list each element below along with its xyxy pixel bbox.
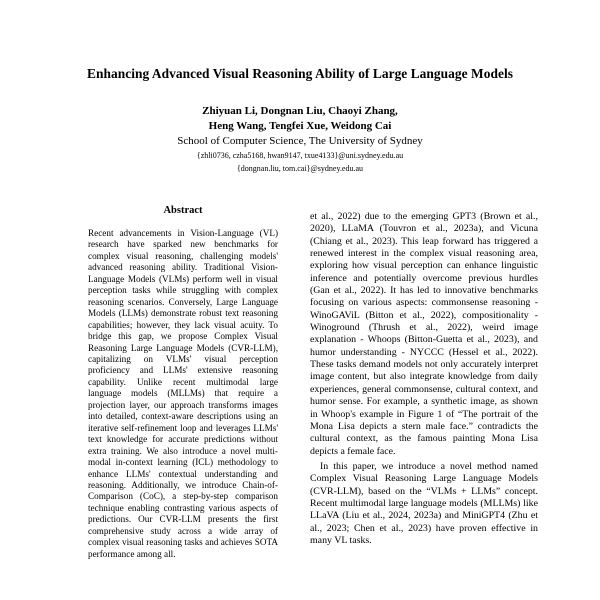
body-paragraph-1: et al., 2022) due to the emerging GPT3 (Brown et al., 2020), LLaMA (Touvron et al., 2023a), and Vicuna (Chiang et al., 2023). This leap forward has triggered a renewed interest in the complex visual reasoning area, exploring how visual perception can enhance linguistic inference and potentially overcome previous hurdles (Gan et al., 2022). It has led to innovative benchmarks focusing on various aspects: commonsense reasoning - WinoGAViL (Bitton et al., 2022), compositionality - Winoground (Thrush et al., 2022), weird image explanation - Whoops (Bitton-Guetta et al., 2023), and humor understanding - NYCCC (Hessel et al., 2022). These tasks demand models not only accurately interpret image content, but also integrate knowledge from daily experiences, general commonsense, cultural context, and humor sense. For example, a synthetic image, as shown in Whoop's example in Figure 1 of “The portrait of the Mona Lisa depicts a stern male face.” contradicts the cultural context, as the famous painting Mona Lisa depicts a female face. xyxy=(310,211,538,457)
left-column xyxy=(88,204,278,560)
affiliation: School of Computer Science, The University of Sydney xyxy=(177,135,423,147)
authors-line-2: Heng Wang, Tengfei Xue, Weidong Cai xyxy=(208,120,392,132)
abstract-heading: Abstract xyxy=(163,205,203,216)
abstract-paragraph: Recent advancements in Vision-Language (VL) research have sparked new benchmarks for complex visual reasoning, challenging models' advanced reasoning ability. Traditional Vision-Language Models (VLMs) perform well in visual perception tasks while struggling with complex reasoning scenarios. Conversely, Large Language Models (LLMs) demonstrate robust text reasoning capabilities; however, they lack visual acuity. To bridge this gap, we propose Complex Visual Reasoning Large Language Models (CVR-LLM), capitalizing on VLMs' visual perception proficiency and LLMs' extensive reasoning capability. Unlike recent multimodal large language models (MLLMs) that require a projection layer, our approach transforms images into detailed, context-aware descriptions using an iterative self-refinement loop and leverages LLMs' text knowledge for accurate predictions without extra training. We also introduce a novel multi-modal in-context learning (ICL) methodology to enhance LLMs' contextual understanding and reasoning. Additionally, we introduce Chain-of-Comparison (CoC), a step-by-step comparison technique enabling contrasting various aspects of predictions. Our CVR-LLM presents the first comprehensive study across a wide array of complex visual reasoning tasks and achieves SOTA performance among all. xyxy=(88,228,278,559)
body-text xyxy=(310,211,538,547)
abstract-body xyxy=(88,228,278,560)
email-line-1: {zhli0736, czha5168, hwan9147, txue4133}@uni.sydney.edu.au xyxy=(196,151,404,160)
email-line-2: {dongnan.liu, tom.cai}@sydney.edu.au xyxy=(236,164,364,173)
right-column xyxy=(310,211,538,547)
author-block xyxy=(0,104,600,175)
paper-title: Enhancing Advanced Visual Reasoning Ability of Large Language Models xyxy=(86,66,514,81)
authors-line-1: Zhiyuan Li, Dongnan Liu, Chaoyi Zhang, xyxy=(202,105,398,117)
body-paragraph-2: In this paper, we introduce a novel method named Complex Visual Reasoning Large Language Models (CVR-LLM), based on the “VLMs + LLMs” concept. Recent multimodal large language models (MLLMs) like LLaVA (Liu et al., 2024, 2023a) and MiniGPT4 (Zhu et al., 2023; Chen et al., 2023) have proven effective in many VL tasks. xyxy=(310,460,538,546)
